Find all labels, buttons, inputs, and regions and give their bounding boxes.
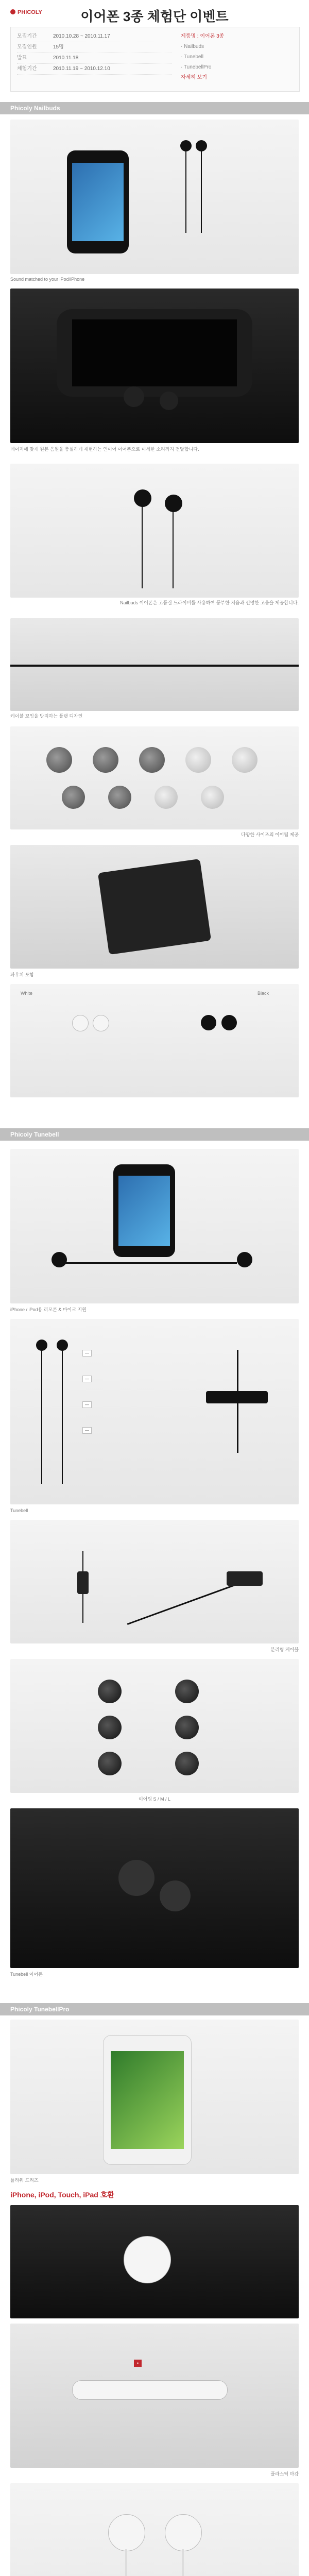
caption-14: 플라워 드리즈 [10,2178,39,2183]
caption-4: 케이블 꼬임을 방지하는 플랫 디자인 [10,714,83,719]
caption-3: Nailbuds 이어폰은 고품질 드라이버를 사용하여 풍부한 저음과 선명한 고음을 제공합니다. [120,600,299,605]
info-right-item[interactable]: 자세히 보기 [181,75,208,80]
info-right-item: · Nailbuds [181,44,204,49]
product-photo-black-tips [10,1659,299,1793]
info-key: 체험기간 [17,66,37,72]
highlight-headline: iPhone, iPod, Touch, iPad 호환 [10,2191,114,2199]
label-pill-3: — [82,1401,92,1408]
info-right [181,31,294,83]
remote-badge: • [134,2360,142,2367]
caption-2: 테이지에 맞게 원본 음원을 충실하게 재현하는 인이어 이어폰으로 미세한 소리까지 전달합니다. [10,447,199,452]
caption-10: Tunebell [10,1508,28,1513]
info-row [17,31,171,42]
info-row [17,42,171,53]
event-header [0,0,309,98]
caption-16: 플라스틱 마감 [270,2471,299,2477]
product-photo-earbuds-white-bg [10,464,299,598]
info-row [17,64,171,75]
info-value: 15명 [53,44,64,50]
section-bar-nailbuds: Phicoly Nailbuds [0,102,309,114]
section-bar-tunebell: Phicoly Tunebell [0,1128,309,1141]
info-key: 발표 [17,55,27,61]
product-photo-cable [10,618,299,711]
product-photo-tunebellpro-phone [10,2020,299,2174]
brand-logo[interactable]: PHICOLY [10,9,42,15]
product-photo-white-bud-dark [10,2205,299,2318]
info-right-item: 제품명 : 이어폰 3종 [181,33,225,39]
caption-white: White [21,991,33,996]
info-value: 2010.11.19 ~ 2010.12.10 [53,66,110,72]
info-row [17,53,171,64]
info-key: 모집기간 [17,33,37,39]
product-photo-tunebell-dark [10,1808,299,1968]
info-right-item: · Tunebell [181,54,203,60]
label-pill-4: — [82,1427,92,1434]
product-photo-nailbuds-phone [10,120,299,274]
event-title: 이어폰 3종 체험단 이벤트 [80,9,229,24]
info-rows [17,31,171,75]
info-value: 2010.10.28 ~ 2010.11.17 [53,33,110,39]
caption-11: 분리형 케이블 [270,1647,299,1652]
product-photo-pouch [10,845,299,969]
product-photo-cable-detail [10,1520,299,1643]
event-info-box [10,27,300,92]
caption-9: iPhone / iPod용 리모콘 & 마이크 지원 [10,1307,87,1312]
product-diagram-tunebell [10,1319,299,1504]
product-photo-tunebell [10,1149,299,1303]
caption-12: 이어팁 S / M / L [138,1797,171,1802]
label-pill-2: — [82,1376,92,1382]
caption-6: 파우치 포함 [10,972,34,977]
caption-1: Sound matched to your iPod/iPhone [10,277,85,282]
info-right-item: · TunebellPro [181,64,212,70]
caption-5: 다양한 사이즈의 이어팁 제공 [241,832,299,837]
product-photo-iphone-earbuds [10,289,299,443]
product-photo-remote [10,2324,299,2468]
caption-13: Tunebell 이어폰 [10,1972,43,1977]
product-photo-colors [10,984,299,1097]
section-bar-tunebellpro: Phicoly TunebellPro [0,2003,309,2015]
label-pill-1: — [82,1350,92,1357]
product-photo-ear-tips [10,726,299,829]
info-key: 모집인원 [17,44,37,50]
caption-black: Black [258,991,269,996]
info-value: 2010.11.18 [53,55,79,61]
product-photo-white-earbuds [10,2483,299,2576]
